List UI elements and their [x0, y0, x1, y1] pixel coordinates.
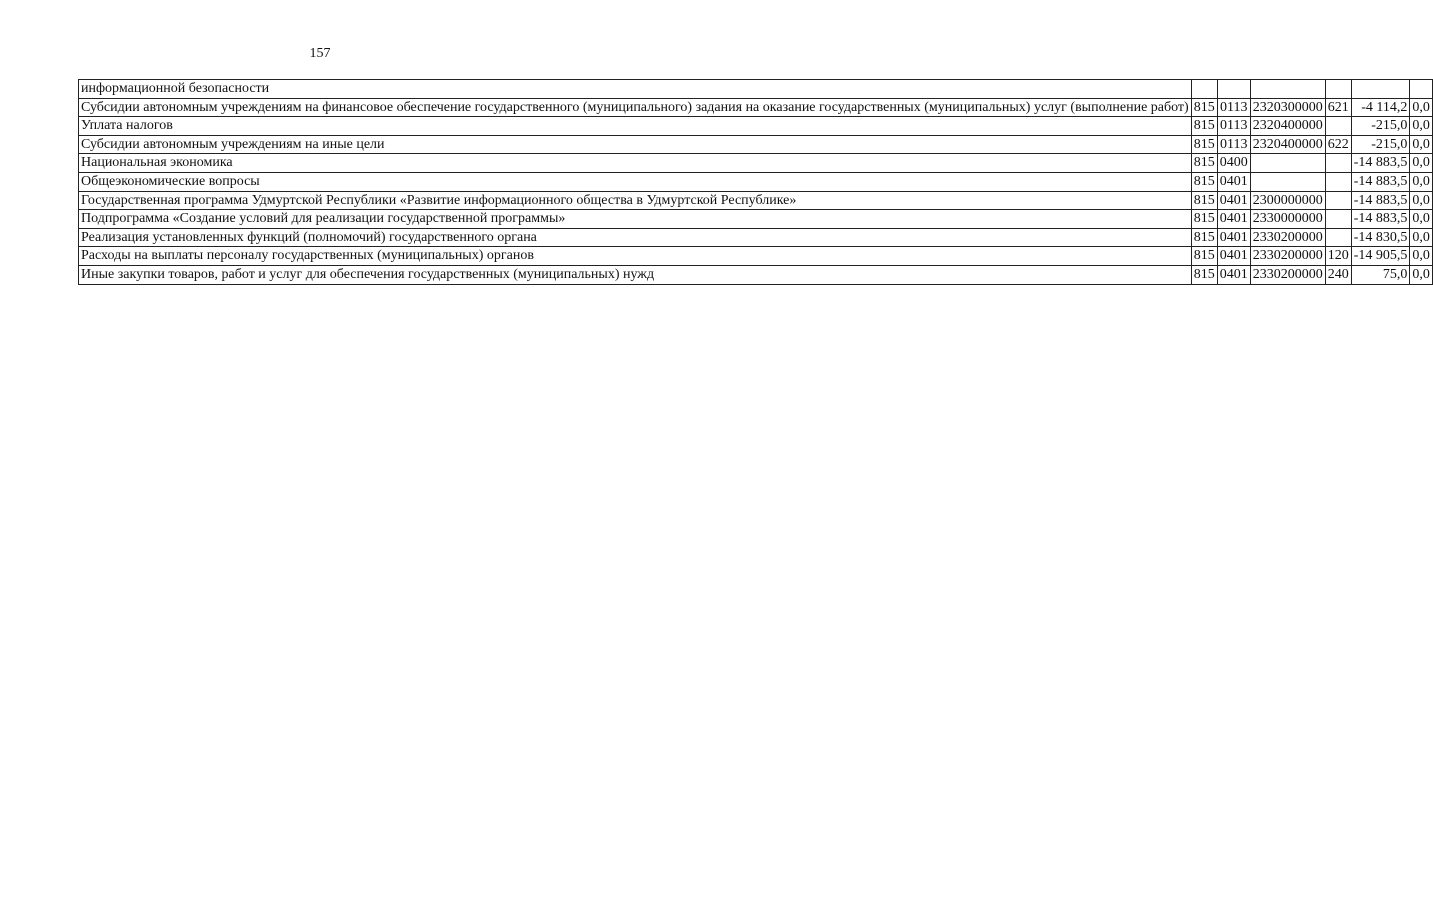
cell-sum: -4 114,2 — [1351, 98, 1410, 117]
cell-vr: 622 — [1325, 135, 1351, 154]
cell-vr: 120 — [1325, 247, 1351, 266]
cell-vr — [1325, 191, 1351, 210]
cell-rz — [1217, 80, 1250, 99]
cell-sum2: 0,0 — [1410, 247, 1433, 266]
row-name: Реализация установленных функций (полномочий) государственного органа — [79, 228, 1192, 247]
row-name: Национальная экономика — [79, 154, 1192, 173]
cell-sum2: 0,0 — [1410, 228, 1433, 247]
cell-ved: 815 — [1191, 247, 1217, 266]
cell-ved: 815 — [1191, 117, 1217, 136]
cell-rz: 0113 — [1217, 117, 1250, 136]
cell-sum — [1351, 80, 1410, 99]
cell-csr: 2330200000 — [1250, 228, 1325, 247]
cell-sum: -14 905,5 — [1351, 247, 1410, 266]
cell-csr: 2320400000 — [1250, 117, 1325, 136]
cell-sum: -14 883,5 — [1351, 154, 1410, 173]
cell-ved: 815 — [1191, 154, 1217, 173]
cell-ved: 815 — [1191, 172, 1217, 191]
cell-sum2: 0,0 — [1410, 98, 1433, 117]
row-name: Субсидии автономным учреждениям на финансовое обеспечение государственного (муниципального) задания на оказание государственных (муниципальных) услуг (выполнение работ) — [79, 98, 1192, 117]
table-row — [79, 191, 1433, 210]
cell-ved: 815 — [1191, 265, 1217, 284]
cell-rz: 0401 — [1217, 210, 1250, 229]
table-row — [79, 265, 1433, 284]
cell-csr: 2330200000 — [1250, 265, 1325, 284]
table-row — [79, 98, 1433, 117]
cell-csr — [1250, 154, 1325, 173]
cell-vr — [1325, 228, 1351, 247]
table-row — [79, 154, 1433, 173]
cell-ved: 815 — [1191, 135, 1217, 154]
row-name: Расходы на выплаты персоналу государственных (муниципальных) органов — [79, 247, 1192, 266]
cell-rz: 0401 — [1217, 228, 1250, 247]
row-name: информационной безопасности — [79, 80, 1192, 99]
cell-vr — [1325, 80, 1351, 99]
cell-sum2: 0,0 — [1410, 210, 1433, 229]
cell-rz: 0401 — [1217, 265, 1250, 284]
row-name: Уплата налогов — [79, 117, 1192, 136]
cell-sum2 — [1410, 80, 1433, 99]
cell-csr — [1250, 172, 1325, 191]
cell-ved: 815 — [1191, 210, 1217, 229]
cell-vr: 240 — [1325, 265, 1351, 284]
budget-table — [78, 79, 1433, 285]
cell-ved: 815 — [1191, 98, 1217, 117]
cell-sum2: 0,0 — [1410, 265, 1433, 284]
cell-sum: -14 883,5 — [1351, 172, 1410, 191]
cell-csr: 2320400000 — [1250, 135, 1325, 154]
cell-rz: 0113 — [1217, 98, 1250, 117]
cell-sum: -14 883,5 — [1351, 210, 1410, 229]
cell-rz: 0401 — [1217, 172, 1250, 191]
cell-vr — [1325, 172, 1351, 191]
cell-rz: 0113 — [1217, 135, 1250, 154]
row-name: Субсидии автономным учреждениям на иные цели — [79, 135, 1192, 154]
cell-sum: -215,0 — [1351, 135, 1410, 154]
cell-sum2: 0,0 — [1410, 154, 1433, 173]
cell-csr — [1250, 80, 1325, 99]
cell-csr: 2330200000 — [1250, 247, 1325, 266]
cell-csr: 2320300000 — [1250, 98, 1325, 117]
cell-rz: 0401 — [1217, 247, 1250, 266]
cell-sum: 75,0 — [1351, 265, 1410, 284]
cell-rz: 0401 — [1217, 191, 1250, 210]
table-row — [79, 247, 1433, 266]
page-number: 157 — [309, 46, 331, 61]
cell-sum: -14 883,5 — [1351, 191, 1410, 210]
row-name: Государственная программа Удмуртской Республики «Развитие информационного общества в Удмуртской Республике» — [79, 191, 1192, 210]
cell-sum2: 0,0 — [1410, 191, 1433, 210]
cell-vr — [1325, 154, 1351, 173]
table-row — [79, 80, 1433, 99]
cell-vr: 621 — [1325, 98, 1351, 117]
cell-sum2: 0,0 — [1410, 172, 1433, 191]
cell-ved — [1191, 80, 1217, 99]
row-name: Общеэкономические вопросы — [79, 172, 1192, 191]
cell-rz: 0400 — [1217, 154, 1250, 173]
cell-ved: 815 — [1191, 191, 1217, 210]
table-row — [79, 210, 1433, 229]
row-name: Подпрограмма «Создание условий для реализации государственной программы» — [79, 210, 1192, 229]
table-row — [79, 228, 1433, 247]
cell-sum: -14 830,5 — [1351, 228, 1410, 247]
table-row — [79, 135, 1433, 154]
cell-sum: -215,0 — [1351, 117, 1410, 136]
row-name: Иные закупки товаров, работ и услуг для обеспечения государственных (муниципальных) нужд — [79, 265, 1192, 284]
cell-ved: 815 — [1191, 228, 1217, 247]
table-row — [79, 117, 1433, 136]
cell-sum2: 0,0 — [1410, 135, 1433, 154]
cell-csr: 2300000000 — [1250, 191, 1325, 210]
table-row — [79, 172, 1433, 191]
cell-vr — [1325, 117, 1351, 136]
cell-sum2: 0,0 — [1410, 117, 1433, 136]
cell-vr — [1325, 210, 1351, 229]
cell-csr: 2330000000 — [1250, 210, 1325, 229]
